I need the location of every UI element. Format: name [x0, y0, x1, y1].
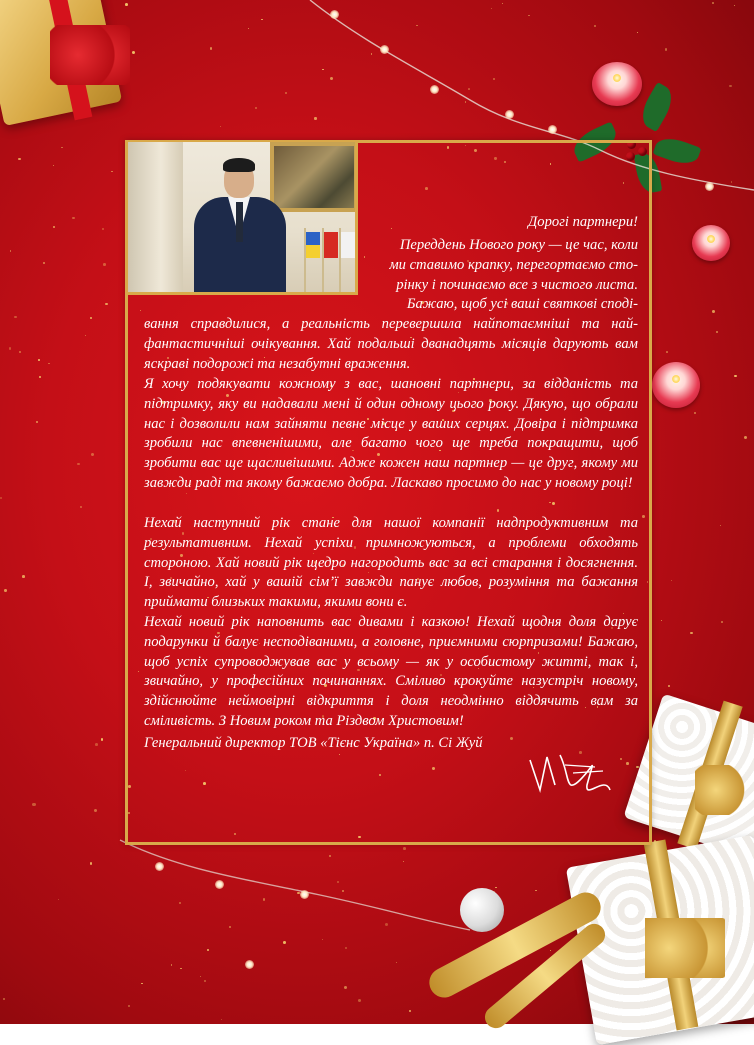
letter-greeting: Дорогі партнери! — [528, 214, 638, 230]
letter-line: Переддень Нового року — це час, коли — [399, 237, 638, 253]
letter-paragraph-3: Нехай наступний рік стане для нашої компанії надпродуктивним та результативним. Нехай успіхи примножуються, а проблеми обходять стороною. Хай новий рік щедро нагородить вас за всі старання і досягнення. І, звичайно, хай у вашій сім’ї завжди панує любов, розуміння та бажання приймати близьких такими, якими вони є. — [144, 515, 638, 611]
gold-bow-icon — [645, 918, 725, 978]
light-bulb-icon — [155, 862, 164, 871]
letter-paragraph-1: вання справдилися, а реальність перевершила найпотаємніші та най-фантастичніші очікування. Хай подальші дванадцять місяців дарують вам яскраві подорожі та незабутні враження. — [144, 316, 638, 372]
letter-line: ми ставимо крапку, перегортаємо сто- — [389, 256, 638, 273]
light-bulb-icon — [380, 45, 389, 54]
letter-paragraph-2: Я хочу подякувати кожному з вас, шановні партнери, за відданість та підтримку, яку ви надавали мені й один одному цього року. Дякую, що обрали нас і дозволили нам зайняти певне місце у ваших серцях. Довіра і підтримка зробили нас впевненішими, але багато чого ще треба покращити, щоб зробити вас ще щасливішими. Адже кожен наш партнер — це друг, якому ми завжди раді та якому бажаємо добра. Ласкаво просимо до нас у новому році! — [144, 376, 638, 491]
light-bulb-icon — [330, 10, 339, 19]
light-bulb-icon — [215, 880, 224, 889]
light-bulb-icon — [548, 125, 557, 134]
letter-paragraph-1-top — [365, 236, 638, 315]
flag-ukraine — [306, 232, 320, 258]
person-hair — [223, 158, 255, 172]
white-ornament-icon — [460, 888, 504, 932]
letter-line: рінку і починаємо все з чистого листа. — [396, 276, 638, 293]
light-bulb-icon — [430, 85, 439, 94]
photo-painting — [270, 142, 358, 212]
gold-bow-icon — [695, 765, 754, 815]
handwritten-signature — [525, 745, 615, 805]
letter-paragraph-4: Нехай новий рік наповнить вас дивами і казкою! Нехай щодня доля дарує подарунки й балує несподіваними, а головне, приємними сюрпризами! Бажаю, щоб успіх супроводжував вас у всьому — як у особистому житті, так і, звичайно, у професійних починаннях. Сміливо крокуйте назустріч новому, здійснюйте неймовірні відкриття і доля неодмінно віддячить вам за сміливість. З Новим роком та Різдвом Христовим! — [144, 614, 638, 729]
letter-line: Бажаю, щоб усі ваші святкові споді- — [406, 296, 638, 313]
light-bulb-icon — [300, 890, 309, 899]
flag-white — [341, 232, 355, 258]
letter-signature-line: Генеральний директор ТОВ «Тієнс Україна» п. Сі Жуй — [144, 735, 483, 751]
light-bulb-icon — [245, 960, 254, 969]
light-bulb-icon — [705, 182, 714, 191]
light-bulb-icon — [505, 110, 514, 119]
flag-red — [324, 232, 338, 258]
